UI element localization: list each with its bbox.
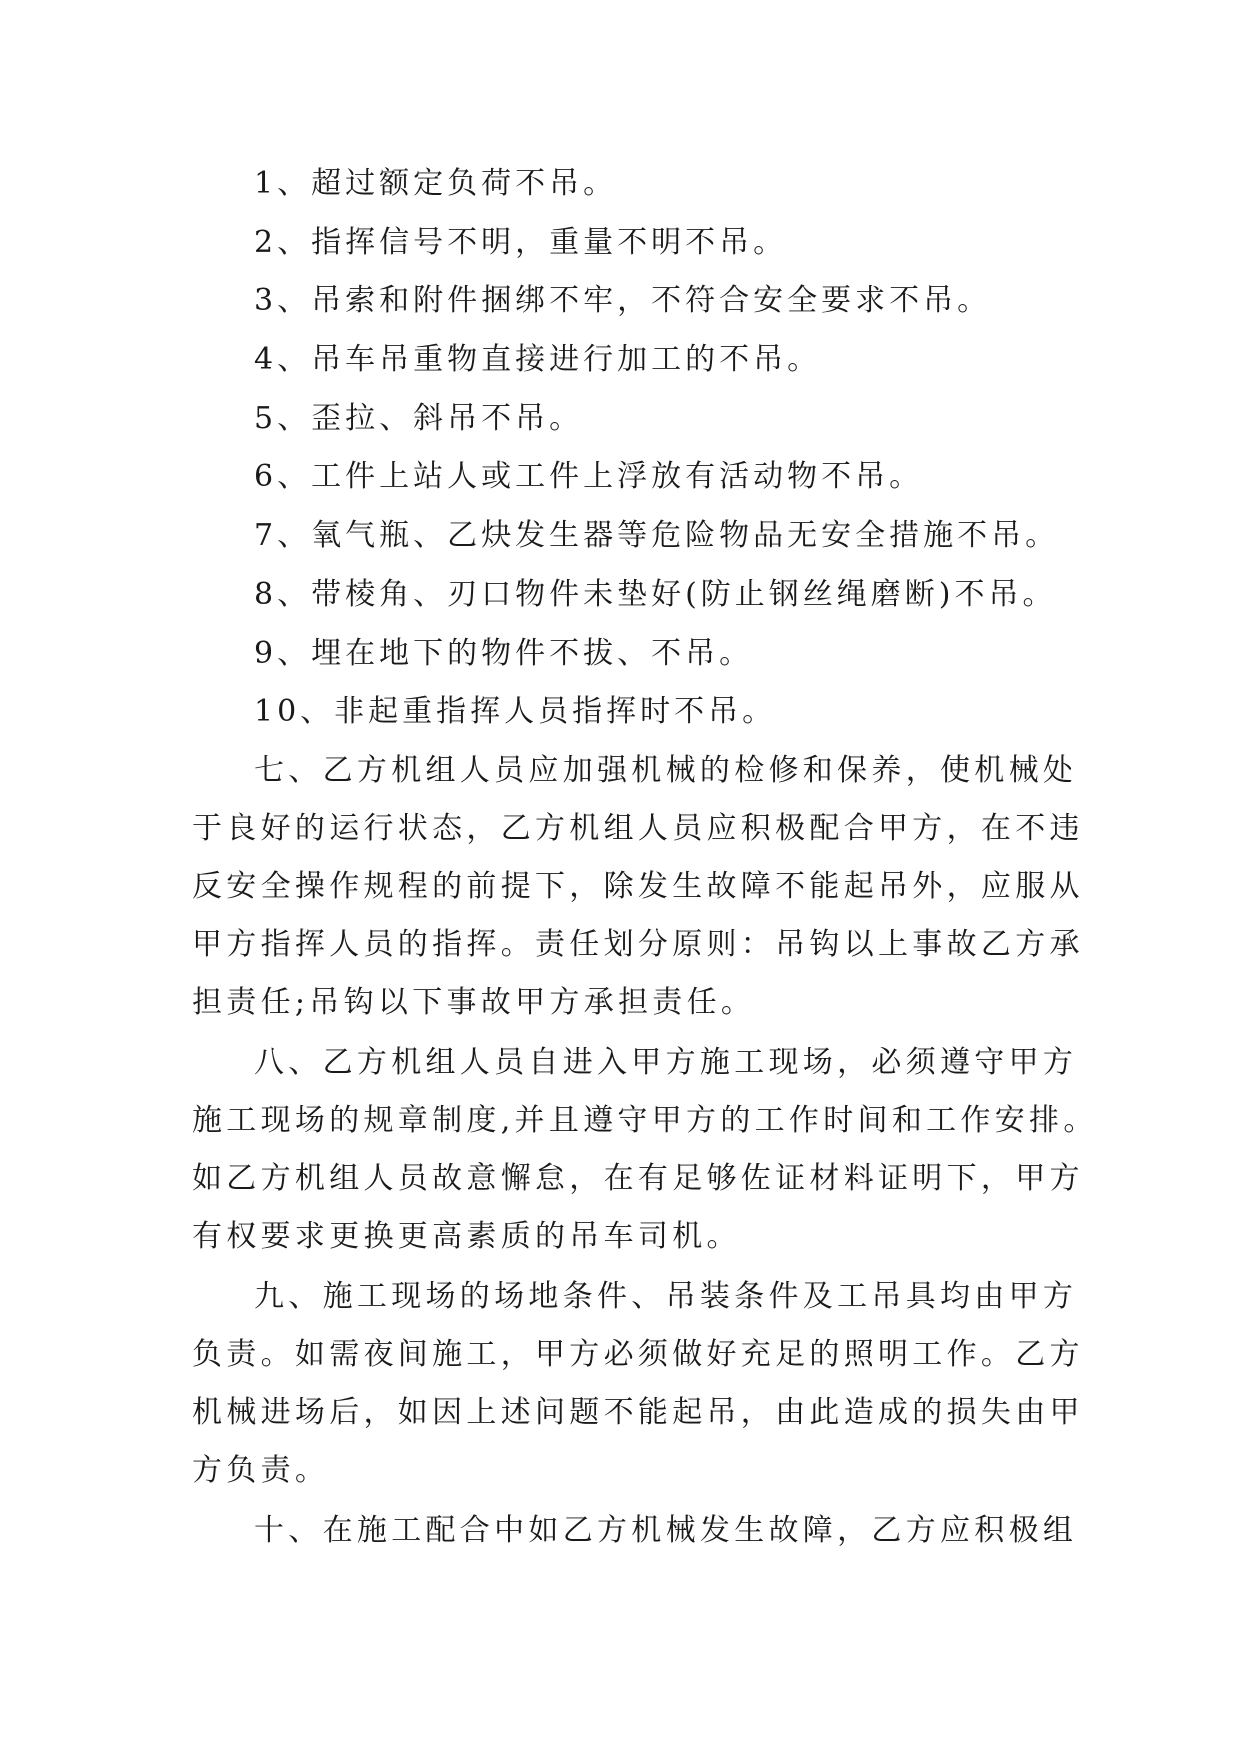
text-line: 施工现场的规章制度,并且遵守甲方的工作时间和工作安排。	[192, 1102, 1098, 1138]
text-line: 方负责。	[192, 1452, 330, 1488]
list-item: 6、工件上站人或工件上浮放有活动物不吊。	[254, 459, 924, 495]
list-item: 5、歪拉、斜吊不吊。	[254, 400, 584, 436]
text-line: 于良好的运行状态，乙方机组人员应积极配合甲方，在不违	[192, 810, 1084, 846]
text-line: 八、乙方机组人员自进入甲方施工现场，必须遵守甲方	[254, 1044, 1078, 1080]
text-line: 如乙方机组人员故意懈怠，在有足够佐证材料证明下，甲方	[192, 1160, 1084, 1196]
list-item: 1、超过额定负荷不吊。	[254, 166, 618, 201]
text-line: 有权要求更换更高素质的吊车司机。	[192, 1218, 741, 1254]
list-item: 4、吊车吊重物直接进行加工的不吊。	[254, 342, 822, 378]
list-item: 10、非起重指挥人员指挥时不吊。	[254, 694, 777, 730]
paragraph-nine	[192, 1268, 1084, 1500]
text-line: 负责。如需夜间施工，甲方必须做好充足的照明工作。乙方	[192, 1336, 1084, 1372]
list-item: 8、带棱角、刃口物件未垫好(防止钢丝绳磨断)不吊。	[254, 576, 1057, 612]
list-item: 9、埋在地下的物件不拔、不吊。	[254, 635, 754, 671]
paragraph-ten	[192, 1502, 1078, 1560]
text-line: 反安全操作规程的前提下，除发生故障不能起吊外，应服从	[192, 868, 1084, 904]
list-item: 2、指挥信号不明，重量不明不吊。	[254, 224, 788, 260]
prohibition-list	[192, 155, 1060, 742]
text-line: 七、乙方机组人员应加强机械的检修和保养，使机械处	[254, 752, 1078, 788]
text-line: 九、施工现场的场地条件、吊装条件及工吊具均由甲方	[254, 1278, 1078, 1314]
list-item: 3、吊索和附件捆绑不牢，不符合安全要求不吊。	[254, 283, 992, 319]
text-line: 甲方指挥人员的指挥。责任划分原则：吊钩以上事故乙方承	[192, 926, 1084, 962]
text-line: 机械进场后，如因上述问题不能起吊，由此造成的损失由甲	[192, 1394, 1084, 1430]
text-line: 十、在施工配合中如乙方机械发生故障，乙方应积极组	[254, 1512, 1078, 1548]
list-item: 7、氧气瓶、乙炔发生器等危险物品无安全措施不吊。	[254, 518, 1060, 554]
text-line: 担责任;吊钩以下事故甲方承担责任。	[192, 984, 756, 1020]
paragraph-seven	[192, 742, 1084, 1032]
document-body	[192, 155, 1098, 1562]
paragraph-eight	[192, 1034, 1098, 1266]
